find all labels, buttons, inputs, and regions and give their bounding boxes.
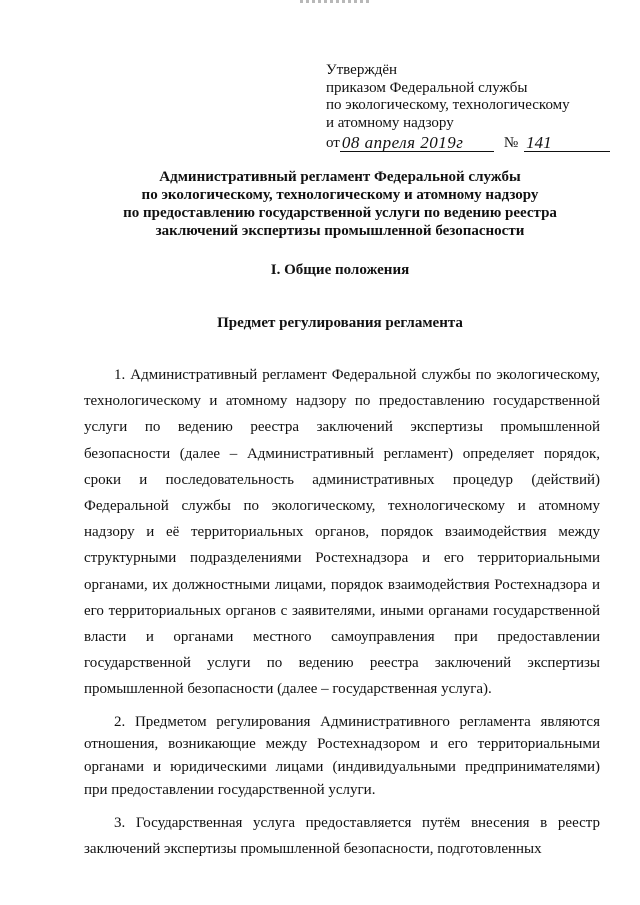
approval-stamp-block <box>326 62 610 152</box>
paragraph-3: 3. Государственная услуга предоставляется путём внесения в реестр заключений экспертизы промышленной безопасности, подготовленных <box>84 814 600 857</box>
title-line: по экологическому, технологическому и атомному надзору <box>141 187 539 203</box>
number-label: № <box>503 134 519 151</box>
date-prefix: от <box>326 134 340 151</box>
subsection-heading: Предмет регулирования регламента <box>217 315 463 331</box>
approval-line-1: Утверждён <box>326 62 398 78</box>
title-line: по предоставлению государственной услуги по ведению реестра <box>123 205 557 221</box>
approval-date-number-row <box>326 132 610 152</box>
title-line: Административный регламент Федеральной службы <box>159 169 521 185</box>
handwritten-date: 08 апреля 2019г <box>340 135 494 152</box>
document-title <box>80 168 600 240</box>
scan-artifact <box>300 0 370 3</box>
title-line: заключений экспертизы промышленной безопасности <box>155 223 525 239</box>
approval-line-4: и атомному надзору <box>326 114 454 131</box>
approval-line-2: приказом Федеральной службы <box>326 79 528 96</box>
paragraph-1: 1. Административный регламент Федеральной службы по экологическому, технологическому и атомному надзору по предоставлению государственной услуги по ведению реестра заключений экспертизы промышленной безопасности (далее – Административный регламент) определяет порядок, сроки и последовательность административных процедур (действий) Федеральной службы по экологическому, технологическому и атомному надзору и её территориальных органов, порядок взаимодействия между структурными подразделениями Ростехнадзора и его территориальными органами, их должностными лицами, порядок взаимодействия Ростехнадзора и его территориальных органов с заявителями, иными органами государственной власти и органами местного самоуправления при предоставлении государственной услуги по ведению реестра заключений экспертизы промышленной безопасности (далее – государственная услуга). <box>84 367 600 698</box>
handwritten-number: 141 <box>524 135 610 152</box>
section-heading: I. Общие положения <box>270 262 410 278</box>
document-body <box>84 362 600 862</box>
paragraph-2: 2. Предметом регулирования Административного регламента являются отношения, возникающие между Ростехнадзором и его территориальными органами и юридическими лицами (индивидуальными предпринимателями) при предоставлении государственной услуги. <box>84 713 600 799</box>
approval-line-3: по экологическому, технологическому <box>326 97 570 114</box>
